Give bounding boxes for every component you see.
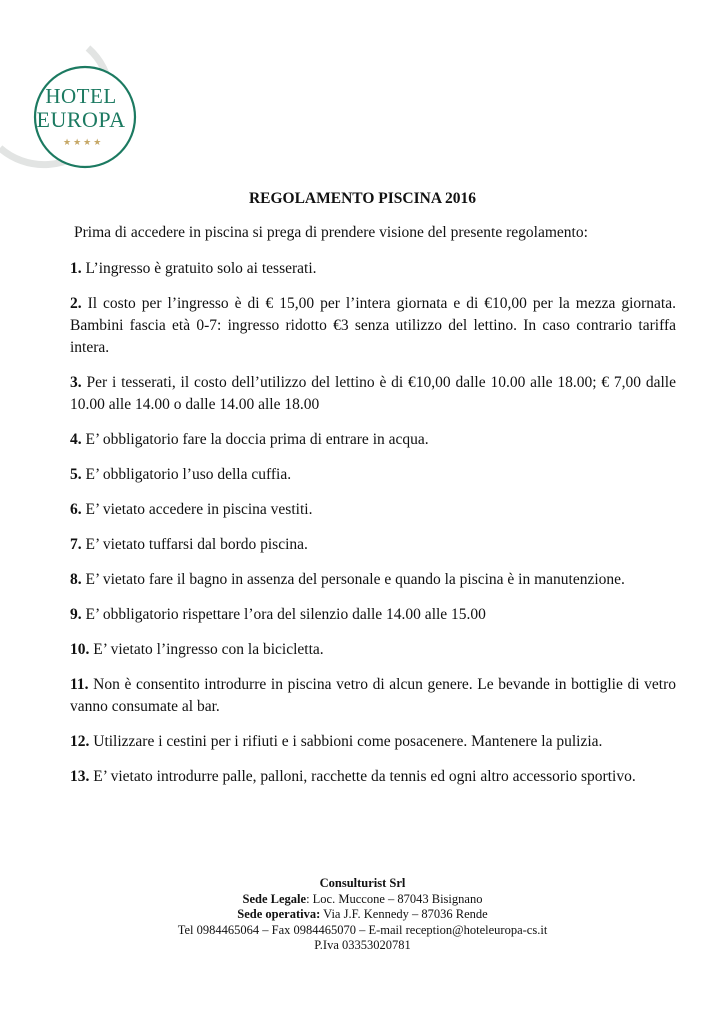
rule-text: Il costo per l’ingresso è di € 15,00 per l’intera giornata e di €10,00 per la mezza giornata. Bambini fascia età 0-7: ingresso ridotto €3 senza utilizzo del lettino. In caso contrario tariffa intera.: [70, 295, 676, 356]
rule-number: 11.: [70, 676, 89, 693]
rule-number: 10.: [70, 641, 90, 658]
rule-item: [70, 499, 676, 521]
rule-number: 8.: [70, 571, 82, 588]
rule-item: [70, 604, 676, 626]
footer-company: Consulturist Srl: [319, 876, 406, 890]
footer-vat: P.Iva 03353020781: [314, 938, 411, 952]
rule-text: E’ vietato introdurre palle, palloni, racchette da tennis ed ogni altro accessorio sportivo.: [93, 768, 636, 785]
rule-text: E’ vietato fare il bagno in assenza del personale e quando la piscina è in manutenzione.: [85, 571, 625, 588]
rule-text: E’ vietato accedere in piscina vestiti.: [85, 501, 313, 518]
rule-text: E’ obbligatorio fare la doccia prima di entrare in acqua.: [85, 431, 429, 448]
footer-operative-value: Via J.F. Kennedy – 87036 Rende: [320, 907, 488, 921]
rule-item: [70, 429, 676, 451]
footer-legal-value: : Loc. Muccone – 87043 Bisignano: [306, 891, 483, 906]
logo-europa-text: EUROPA: [36, 107, 126, 132]
rule-number: 5.: [70, 466, 82, 483]
rule-number: 7.: [70, 536, 82, 553]
rule-text: Utilizzare i cestini per i rifiuti e i sabbioni come posacenere. Mantenere la pulizia.: [93, 733, 603, 750]
rule-item: [70, 258, 676, 280]
rule-number: 1.: [70, 260, 82, 277]
hotel-europa-logo: [0, 40, 140, 170]
rule-item: [70, 674, 676, 718]
rule-item: [70, 464, 676, 486]
rule-item: [70, 569, 676, 591]
rule-text: L’ingresso è gratuito solo ai tesserati.: [85, 260, 317, 277]
rule-number: 2.: [70, 295, 82, 312]
rule-number: 12.: [70, 733, 90, 750]
footer-contacts: Tel 0984465064 – Fax 0984465070 – E-mail reception@hoteleuropa-cs.it: [177, 922, 548, 937]
logo-stars: ★★★★: [63, 137, 104, 147]
rule-item: [70, 766, 676, 788]
rule-number: 4.: [70, 431, 82, 448]
rule-number: 9.: [70, 606, 82, 623]
rule-text: E’ obbligatorio rispettare l’ora del silenzio dalle 14.00 alle 15.00: [85, 606, 486, 623]
rule-number: 3.: [70, 374, 82, 391]
rule-item: [70, 293, 676, 359]
rule-item: [70, 639, 676, 661]
rule-text: Per i tesserati, il costo dell’utilizzo del lettino è di €10,00 dalle 10.00 alle 18.00; € 7,00 dalle 10.00 alle 14.00 o dalle 14.00 alle 18.00: [70, 374, 676, 413]
intro-text: Prima di accedere in piscina si prega di prendere visione del presente regolamento:: [74, 224, 588, 241]
rule-number: 6.: [70, 501, 82, 518]
rule-text: Non è consentito introdurre in piscina vetro di alcun genere. Le bevande in bottiglie di vetro vanno consumate al bar.: [70, 676, 676, 715]
rule-text: E’ vietato tuffarsi dal bordo piscina.: [85, 536, 308, 553]
rule-item: [70, 534, 676, 556]
rule-text: E’ vietato l’ingresso con la bicicletta.: [93, 641, 324, 658]
rule-item: [70, 731, 676, 753]
footer-legal-label: Sede Legale: [242, 891, 307, 906]
rules-list: [70, 258, 676, 801]
document-title: REGOLAMENTO PISCINA 2016: [248, 190, 477, 207]
rule-number: 13.: [70, 768, 90, 785]
footer-operative-label: Sede operativa:: [237, 907, 321, 921]
footer: [0, 876, 725, 954]
rule-text: E’ obbligatorio l’uso della cuffia.: [85, 466, 292, 483]
logo-hotel-text: HOTEL: [45, 84, 117, 108]
rule-item: [70, 372, 676, 416]
